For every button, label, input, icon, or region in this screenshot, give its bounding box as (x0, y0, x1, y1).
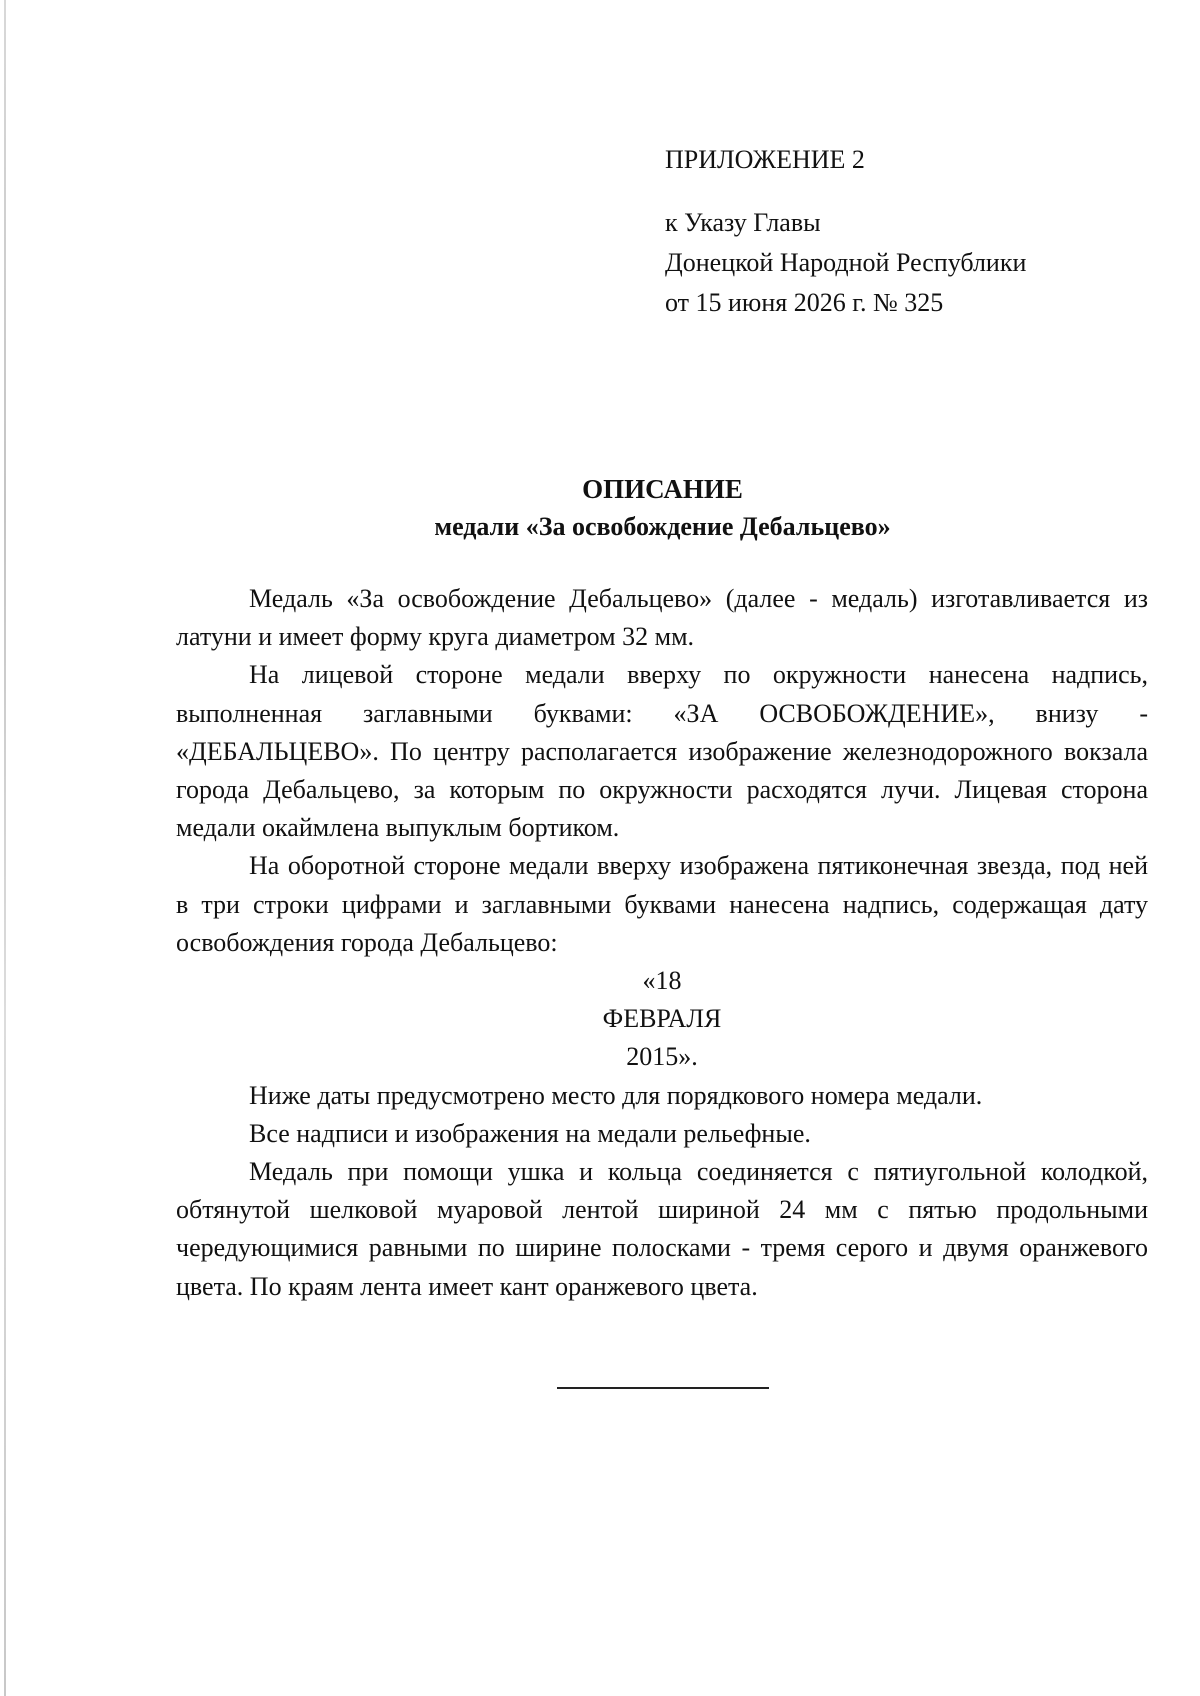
scan-edge-shadow (4, 0, 6, 1696)
paragraph-relief: Все надписи и изображения на медали рельефные. (249, 1118, 811, 1148)
paragraph-serial-number: Ниже даты предусмотрено место для порядкового номера медали. (249, 1080, 983, 1110)
paragraph-reverse: На оборотной стороне медали вверху изображена пятиконечная звезда, под ней в три строки цифрами и заглавными буквами нанесена надпись, содержащая дату освобождения города Дебальцево: (176, 851, 1148, 957)
date-line-month: ФЕВРАЛЯ (602, 1004, 722, 1034)
paragraph-material: Медаль «За освобождение Дебальцево» (далее - медаль) изготавливается из латуни и имеет форму круга диаметром 32 мм. (176, 584, 1148, 652)
paragraph-obverse: На лицевой стороне медали вверху по окружности нанесена надпись, выполненная заглавными буквами: «ЗА ОСВОБОЖДЕНИЕ», внизу - «ДЕБАЛЬЦЕВО». По центру располагается изображение железнодорожного вокзала города Дебальцево, за которым по окружности расходятся лучи. Лицевая сторона медали окаймлена выпуклым бортиком. (176, 660, 1148, 843)
title-sub: медали «За освобождение Дебальцево» (434, 512, 891, 541)
appendix-line-decree: к Указу Главы (665, 208, 821, 237)
document-body (176, 580, 1148, 1306)
appendix-line-date: от 15 июня 2026 г. № 325 (665, 288, 944, 317)
footer-divider (557, 1387, 769, 1389)
appendix-block (665, 140, 1145, 323)
title-main: ОПИСАНИЕ (582, 474, 743, 504)
appendix-line-republic: Донецкой Народной Республики (665, 248, 1027, 277)
date-line-day: «18 (642, 966, 682, 996)
appendix-heading: ПРИЛОЖЕНИЕ 2 (665, 145, 865, 174)
paragraph-ribbon: Медаль при помощи ушка и кольца соединяется с пятиугольной колодкой, обтянутой шелковой муаровой лентой шириной 24 мм с пятью продольными чередующимися равными по ширине полосками - тремя серого и двумя оранжевого цвета. По краям лента имеет кант оранжевого цвета. (176, 1157, 1148, 1301)
document-title (175, 470, 1150, 546)
date-line-year: 2015». (626, 1042, 698, 1072)
